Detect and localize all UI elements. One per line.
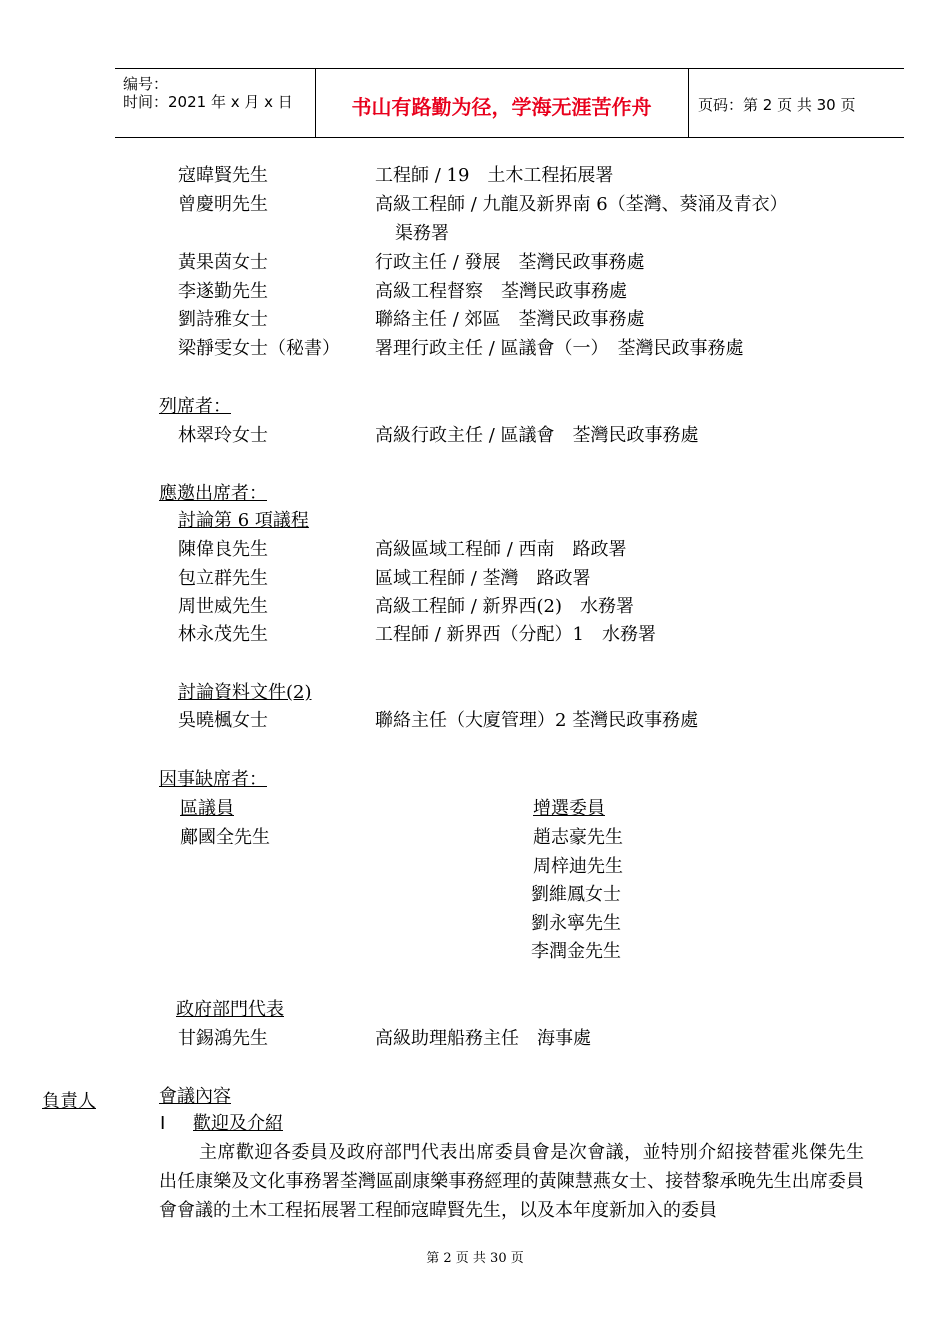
attendee-title: 工程師 / 19 土木工程拓展署 xyxy=(375,165,614,186)
subsection-heading: 區議員 xyxy=(180,798,234,819)
page-footer: 第 2 页 共 30 页 xyxy=(426,1251,524,1266)
attendee-name: 林永茂先生 xyxy=(178,624,268,645)
header-motto-cell xyxy=(315,69,689,137)
attendee-title: 區域工程師 / 荃灣 路政署 xyxy=(375,568,591,589)
responsible-label: 負責人 xyxy=(42,1091,96,1112)
section-heading: 因事缺席者： xyxy=(159,769,267,790)
absent-member: 李潤金先生 xyxy=(531,941,621,962)
section-heading: 應邀出席者： xyxy=(159,483,267,504)
subsection-heading: 討論第 6 項議程 xyxy=(178,510,309,531)
attendee-name: 寇暐賢先生 xyxy=(178,165,268,186)
motto: 书山有路勤为径，学海无涯苦作舟 xyxy=(351,95,652,119)
attendee-name: 吳曉楓女士 xyxy=(178,710,268,731)
time-label: 时间：2021 年 x 月 x 日 xyxy=(123,93,293,111)
header-meta-cell xyxy=(115,69,316,137)
attendee-title: 高級工程師 / 九龍及新界南 6（荃灣、葵涌及青衣） xyxy=(375,194,788,215)
attendee-name: 周世威先生 xyxy=(178,596,268,617)
attendee-title: 高級區域工程師 / 西南 路政署 xyxy=(375,539,627,560)
absent-member: 劉維鳳女士 xyxy=(531,884,621,905)
attendee-name: 包立群先生 xyxy=(178,568,268,589)
header-page-cell xyxy=(688,69,904,137)
absent-member: 周梓迪先生 xyxy=(533,856,623,877)
attendee-name: 陳偉良先生 xyxy=(178,539,268,560)
subsection-heading: 討論資料文件(2) xyxy=(178,682,312,703)
absent-member: 劉永寧先生 xyxy=(531,913,621,934)
page-header xyxy=(115,68,904,138)
attendee-title: 署理行政主任 / 區議會（一） 荃灣民政事務處 xyxy=(375,338,744,359)
section-heading: 列席者： xyxy=(159,396,231,417)
attendee-name: 黃果茵女士 xyxy=(178,252,268,273)
absent-member: 鄺國全先生 xyxy=(180,827,270,848)
attendee-name: 曾慶明先生 xyxy=(178,194,268,215)
subsection-heading: 政府部門代表 xyxy=(176,999,284,1020)
attendee-title: 聯絡主任 / 郊區 荃灣民政事務處 xyxy=(375,309,645,330)
attendee-title: 高級工程督察 荃灣民政事務處 xyxy=(375,281,627,302)
number-label: 编号： xyxy=(123,75,169,93)
body-paragraph: 主席歡迎各委員及政府部門代表出席委員會是次會議，並特別介紹接替霍兆傑先生出任康樂及文化事務署荃灣區副康樂事務經理的黃陳慧燕女士、接替黎承晚先生出席委員會會議的土木工程拓展署工程師寇暐賢先生，以及本年度新加入的委員 xyxy=(159,1142,864,1221)
attendee-name: 劉詩雅女士 xyxy=(178,309,268,330)
subsection-heading: 增選委員 xyxy=(533,798,605,819)
attendee-title: 高級行政主任 / 區議會 荃灣民政事務處 xyxy=(375,425,699,446)
attendee-title: 行政主任 / 發展 荃灣民政事務處 xyxy=(375,252,645,273)
attendee-title: 高級助理船務主任 海事處 xyxy=(375,1028,591,1049)
attendee-name: 李遂勤先生 xyxy=(178,281,268,302)
attendee-title-cont: 渠務署 xyxy=(395,223,449,244)
item-number: I xyxy=(160,1113,166,1134)
attendee-title: 工程師 / 新界西（分配）1 水務署 xyxy=(375,624,656,645)
item-title: 歡迎及介紹 xyxy=(193,1113,283,1134)
content-heading: 會議內容 xyxy=(159,1086,231,1107)
absent-member: 趙志豪先生 xyxy=(533,827,623,848)
attendee-name: 林翠玲女士 xyxy=(178,425,268,446)
page-label: 页码：第 2 页 共 30 页 xyxy=(698,96,856,114)
attendee-name: 梁靜雯女士（秘書） xyxy=(178,338,340,359)
attendee-name: 甘錫鴻先生 xyxy=(178,1028,268,1049)
attendee-title: 聯絡主任（大廈管理）2 荃灣民政事務處 xyxy=(375,710,699,731)
attendee-title: 高級工程師 / 新界西(2) 水務署 xyxy=(375,596,635,617)
